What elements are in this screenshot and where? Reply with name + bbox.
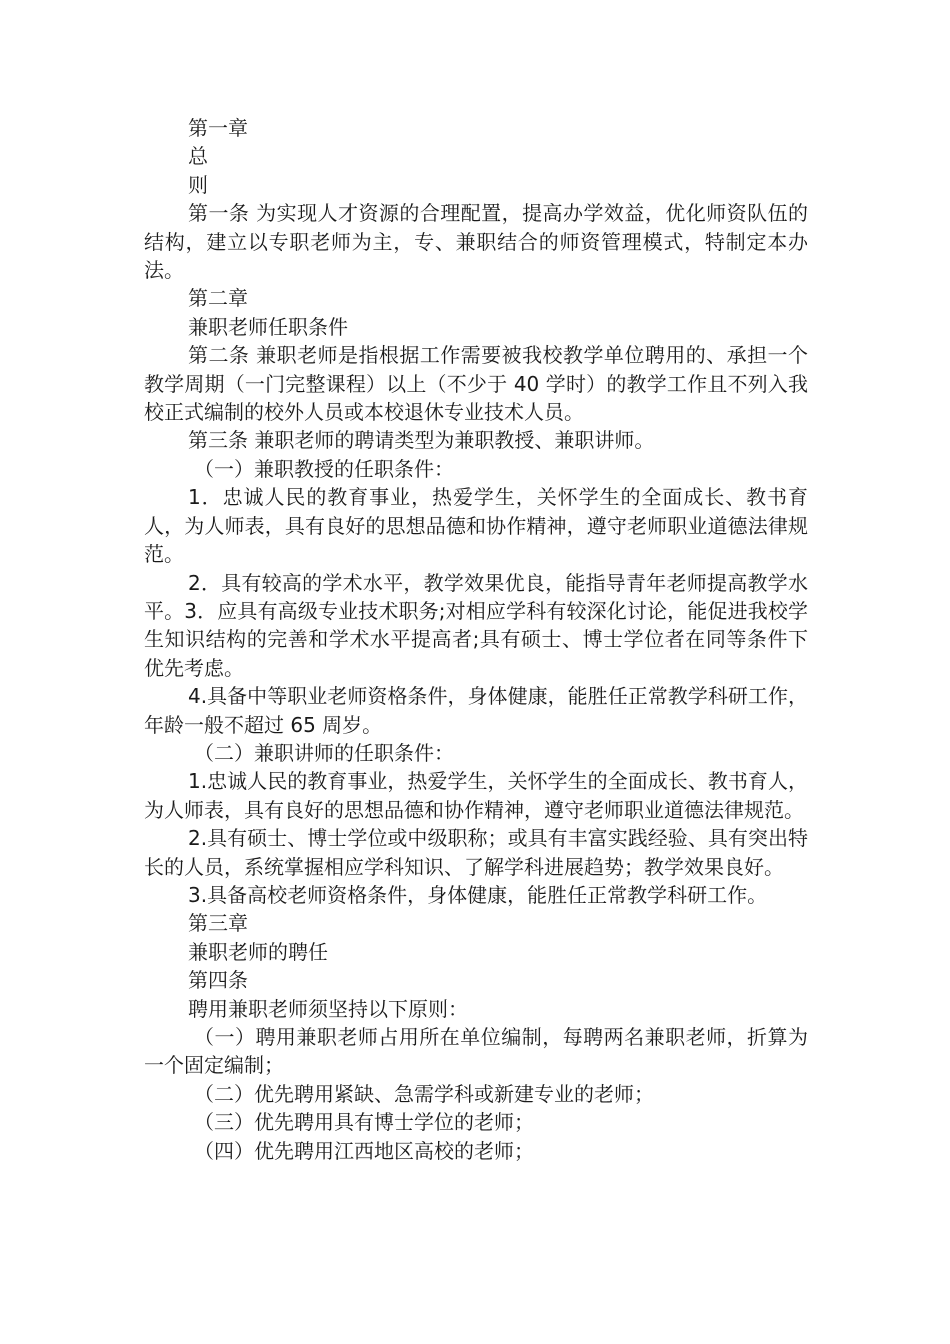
chapter-2-title: 兼职老师任职条件 [188,314,348,339]
professor-condition-4: 4.具备中等职业老师资格条件，身体健康，能胜任正常教学科研工作，年龄一般不超过 65 周岁。 [144,684,808,737]
chapter-3-title: 兼职老师的聘任 [188,939,328,964]
article-3: 第三条 兼职老师的聘请类型为兼职教授、兼职讲师。 [188,428,655,453]
section-lecturer-conditions: （二）兼职讲师的任职条件： [194,740,454,765]
lecturer-condition-2: 2.具有硕士、博士学位或中级职称；或具有丰富实践经验、具有突出特长的人员，系统掌握相应学科知识、了解学科进展趋势；教学效果良好。 [144,826,808,879]
principle-1: （一）聘用兼职老师占用所在单位编制，每聘两名兼职老师，折算为一个固定编制； [144,1025,808,1078]
article-4-heading: 第四条 [188,968,248,993]
professor-condition-1: 1．忠诚人民的教育事业，热爱学生，关怀学生的全面成长、教书育人，为人师表，具有良好的思想品德和协作精神，遵守老师职业道德法律规范。 [144,485,808,567]
principle-4: （四）优先聘用江西地区高校的老师； [194,1138,534,1163]
lecturer-condition-1: 1.忠诚人民的教育事业，热爱学生，关怀学生的全面成长、教书育人，为人师表，具有良好的思想品德和协作精神，遵守老师职业道德法律规范。 [144,769,808,822]
chapter-1-heading: 第一章 [188,116,248,140]
chapter-1-title-part-1: 总 [188,144,208,169]
article-4-intro: 聘用兼职老师须坚持以下原则： [188,996,468,1021]
principle-2: （二）优先聘用紧缺、急需学科或新建专业的老师； [194,1081,654,1106]
professor-condition-2-3: 2．具有较高的学术水平，教学效果优良，能指导青年老师提高教学水平。3．应具有高级专业技术职务;对相应学科有较深化讨论，能促进我校学生知识结构的完善和学术水平提高者;具有硕士、博士学位者在同等条件下优先考虑。 [144,570,808,680]
article-2: 第二条 兼职老师是指根据工作需要被我校教学单位聘用的、承担一个教学周期（一门完整课程）以上（不少于 40 学时）的教学工作且不列入我校正式编制的校外人员或本校退休专业技术人员。 [144,343,808,425]
article-1: 第一条 为实现人才资源的合理配置，提高办学效益，优化师资队伍的结构，建立以专职老师为主，专、兼职结合的师资管理模式，特制定本办法。 [144,201,808,283]
chapter-2-heading: 第二章 [188,286,248,311]
section-professor-conditions: （一）兼职教授的任职条件： [194,456,454,481]
principle-3: （三）优先聘用具有博士学位的老师； [194,1110,534,1135]
chapter-1-title-part-2: 则 [188,172,208,197]
chapter-3-heading: 第三章 [188,911,248,936]
lecturer-condition-3: 3.具备高校老师资格条件，身体健康，能胜任正常教学科研工作。 [188,882,768,907]
document-body [144,114,808,1165]
